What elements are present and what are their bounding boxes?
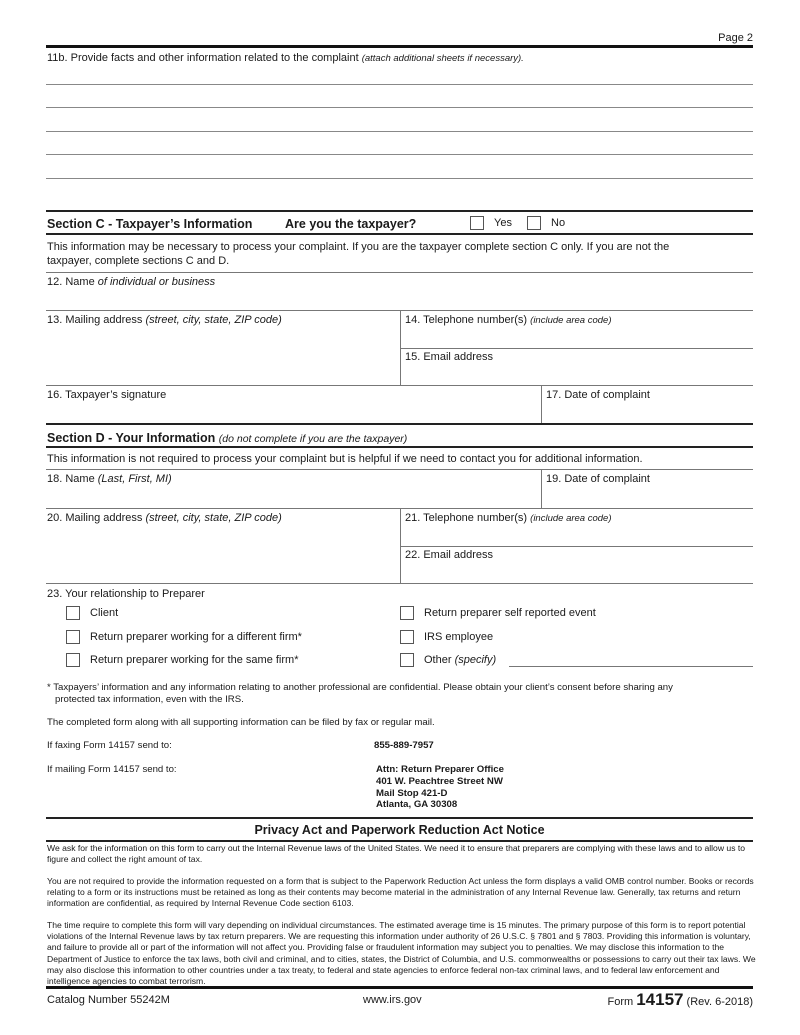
privacy-header-rule bbox=[46, 840, 753, 842]
divider bbox=[400, 348, 753, 349]
taxpayer-question: Are you the taxpayer? bbox=[285, 217, 417, 231]
mail-address: Attn: Return Preparer Office 401 W. Peachtree Street NW Mail Stop 421-D Atlanta, GA 30308 bbox=[376, 764, 504, 811]
catalog-number: Catalog Number 55242M bbox=[47, 994, 170, 1006]
taxpayer-yes-label: Yes bbox=[494, 217, 512, 229]
field-16-signature[interactable]: 16. Taxpayer’s signature bbox=[47, 389, 167, 401]
section-c-intro: This information may be necessary to process your complaint. If you are the taxpayer complete section C only. If you are not the taxpayer, complete sections C and D. bbox=[47, 241, 670, 267]
field-13-mailing-address[interactable]: 13. Mailing address (street, city, state, ZIP code) bbox=[47, 314, 282, 326]
taxpayer-no-label: No bbox=[551, 217, 566, 229]
field-20-mailing-address[interactable]: 20. Mailing address (street, city, state, ZIP code) bbox=[47, 512, 282, 524]
section-c-top-rule bbox=[46, 210, 753, 212]
field-18-name[interactable]: 18. Name (Last, First, MI) bbox=[47, 473, 172, 485]
relationship-irs-employee-checkbox[interactable] bbox=[400, 630, 414, 644]
section-d-header-rule bbox=[46, 446, 753, 448]
divider bbox=[46, 385, 753, 386]
section-c-header-rule bbox=[46, 233, 753, 235]
field-19-date[interactable]: 19. Date of complaint bbox=[546, 473, 650, 485]
divider bbox=[541, 469, 542, 508]
writing-line[interactable] bbox=[46, 178, 753, 179]
field-15-email[interactable]: 15. Email address bbox=[405, 351, 494, 363]
section-d-intro: This information is not required to process your complaint but is helpful if we need to contact you for additional information. bbox=[47, 453, 643, 465]
item-11b-label: 11b. Provide facts and other information related to the complaint (attach additional sheets if necessary). bbox=[47, 52, 524, 64]
privacy-top-rule bbox=[46, 817, 753, 819]
relationship-different-firm-checkbox[interactable] bbox=[66, 630, 80, 644]
privacy-title: Privacy Act and Paperwork Reduction Act Notice bbox=[254, 823, 545, 837]
field-21-telephone[interactable]: 21. Telephone number(s) (include area code) bbox=[405, 512, 612, 524]
writing-line[interactable] bbox=[46, 84, 753, 85]
fax-label: If faxing Form 14157 send to: bbox=[47, 740, 172, 751]
field-12-name[interactable]: 12. Name of individual or business bbox=[47, 276, 216, 288]
relationship-self-reported-label: Return preparer self reported event bbox=[424, 607, 596, 619]
divider bbox=[46, 272, 753, 273]
divider bbox=[400, 546, 753, 547]
section-c-title: Section C - Taxpayer’s Information bbox=[47, 217, 253, 231]
top-rule bbox=[46, 45, 753, 48]
mail-label: If mailing Form 14157 send to: bbox=[47, 764, 177, 775]
divider bbox=[541, 385, 542, 423]
relationship-other-specify-field[interactable] bbox=[509, 666, 753, 667]
section-d-top-rule bbox=[46, 423, 753, 425]
section-d-title: Section D - Your Information (do not complete if you are the taxpayer) bbox=[47, 431, 408, 445]
taxpayer-no-checkbox[interactable] bbox=[527, 216, 541, 230]
relationship-irs-employee-label: IRS employee bbox=[424, 631, 494, 643]
relationship-same-firm-label: Return preparer working for the same firm* bbox=[90, 654, 299, 666]
writing-line[interactable] bbox=[46, 107, 753, 108]
relationship-same-firm-checkbox[interactable] bbox=[66, 653, 80, 667]
field-22-email[interactable]: 22. Email address bbox=[405, 549, 494, 561]
relationship-different-firm-label: Return preparer working for a different firm* bbox=[90, 631, 302, 643]
relationship-label: 23. Your relationship to Preparer bbox=[47, 588, 205, 600]
divider bbox=[46, 583, 753, 584]
writing-line[interactable] bbox=[46, 131, 753, 132]
relationship-client-checkbox[interactable] bbox=[66, 606, 80, 620]
relationship-self-reported-checkbox[interactable] bbox=[400, 606, 414, 620]
form-identifier: Form 14157 (Rev. 6-2018) bbox=[607, 990, 753, 1009]
divider bbox=[46, 469, 753, 470]
confidentiality-note: * Taxpayers’ information and any information relating to another professional are confidential. Please obtain your client’s consent before sharing any protected tax information, even with the IRS. bbox=[47, 682, 673, 705]
website-link[interactable]: www.irs.gov bbox=[363, 994, 422, 1006]
relationship-client-label: Client bbox=[90, 607, 119, 619]
page-number: Page 2 bbox=[718, 32, 753, 44]
privacy-paragraph-2: You are not required to provide the information requested on a form that is subject to the Paperwork Reduction Act unless the form displays a valid OMB control number. Books or records relating to a form or its instructions must be retained as long as their contents may become material in the administration of any Internal Revenue law. Generally, tax returns and return information are confidential, as required by Internal Revenue Code section 6103. bbox=[47, 876, 754, 909]
footer-rule bbox=[46, 986, 753, 989]
taxpayer-yes-checkbox[interactable] bbox=[470, 216, 484, 230]
relationship-other-label: Other (specify) bbox=[424, 654, 497, 666]
writing-line[interactable] bbox=[46, 154, 753, 155]
relationship-other-checkbox[interactable] bbox=[400, 653, 414, 667]
fax-number: 855-889-7957 bbox=[374, 740, 434, 751]
privacy-paragraph-3: The time require to complete this form will vary depending on individual circumstances. The estimated average time is 15 minutes. The primary purpose of this form is to report potential violations of the Internal Revenue laws by tax return preparers. We are requesting this information under authority of 26 U.S.C. § 7801 and § 7803. Providing this information is voluntary, and failure to provide all or part of the information will not affect you. Providing false or fraudulent information may subject you to penalties. We may disclose this information to the Department of Justice to enforce the tax laws, both civil and criminal, and to cities, states, the District of Columbia, and U.S. commonwealths or possessions to carry out their tax laws. We may also disclose this information to other countries under a tax treaty, to federal and state agencies to enforce federal non-tax criminal laws, and to federal law enforcement and intelligence agencies to combat terrorism. bbox=[47, 920, 756, 987]
field-14-telephone[interactable]: 14. Telephone number(s) (include area code) bbox=[405, 314, 612, 326]
field-17-date[interactable]: 17. Date of complaint bbox=[546, 389, 650, 401]
privacy-paragraph-1: We ask for the information on this form to carry out the Internal Revenue laws of the United States. We need it to ensure that preparers are complying with these laws and to allow us to figure and collect the right amount of tax. bbox=[47, 843, 746, 865]
filing-note: The completed form along with all supporting information can be filed by fax or regular mail. bbox=[47, 717, 435, 728]
